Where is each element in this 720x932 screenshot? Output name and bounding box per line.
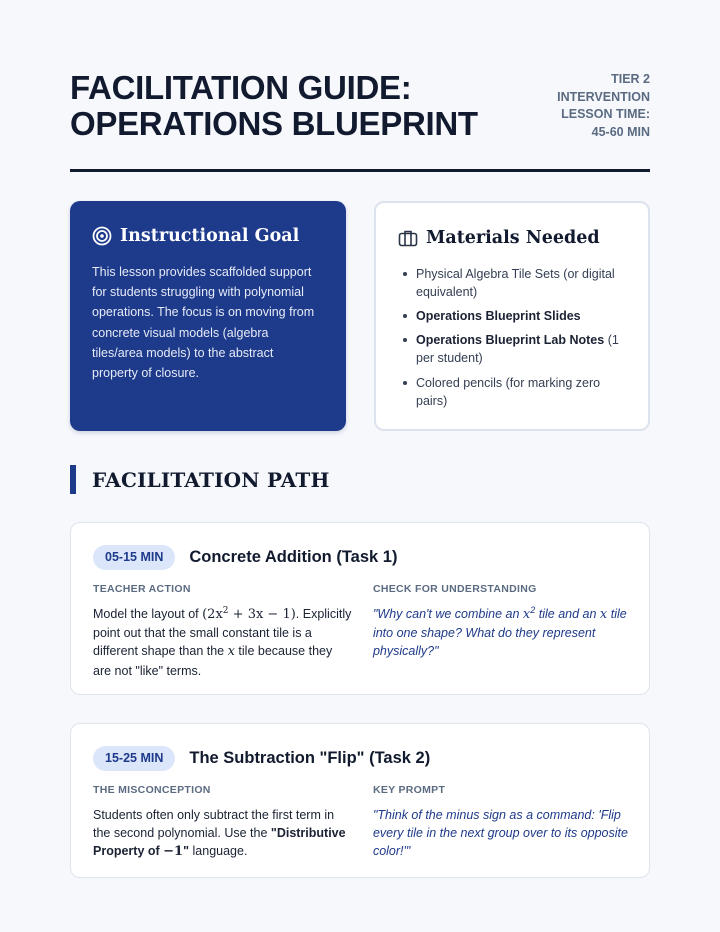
lesson-time-label: LESSON TIME: <box>561 107 650 121</box>
materials-list <box>398 265 628 410</box>
title-line-1: FACILITATION GUIDE: <box>70 69 412 106</box>
key-prompt-quote: "Think of the minus sign as a command: 'Flip every tile in the next group over to its opposite color!'" <box>372 808 628 859</box>
facilitation-path-heading <box>70 465 330 494</box>
lesson-meta <box>530 71 650 141</box>
list-item <box>416 331 628 367</box>
tier-label: TIER 2 <box>611 72 650 86</box>
list-item <box>416 374 628 410</box>
check-understanding-quote: "Why can't we combine an $x^2$ tile and an x tile into one shape? What do they represent physically?" <box>372 605 627 659</box>
materials-needed-card <box>374 201 650 431</box>
check-understanding-label: CHECK FOR UNDERSTANDING <box>372 583 537 595</box>
math-expression: $(2x^2 + 3x - 1)$ <box>202 606 296 622</box>
instructional-goal-heading: Instructional Goal <box>120 226 300 246</box>
title-line-2: OPERATIONS BLUEPRINT <box>70 105 478 142</box>
task-title: Concrete Addition (Task 1) <box>189 548 398 566</box>
list-item <box>416 307 628 325</box>
material-lab-notes: Operations Blueprint Lab Notes <box>416 333 605 348</box>
teacher-action-text: Model the layout of $(2x^2 + 3x - 1)$. Explicitly point out that the small constant tile is a different shape than the x tile because they are not "like" terms. <box>93 606 352 678</box>
key-prompt-label: KEY PROMPT <box>372 784 446 796</box>
page-title <box>70 70 490 142</box>
instructional-goal-card <box>70 201 346 431</box>
time-badge: 05-15 MIN <box>93 545 175 570</box>
task-title: The Subtraction "Flip" (Task 2) <box>189 749 431 767</box>
task-card-1 <box>70 522 650 695</box>
lesson-time-value: 45-60 MIN <box>591 124 650 139</box>
section-title: FACILITATION PATH <box>92 467 330 492</box>
task-card-2 <box>70 723 650 878</box>
target-icon <box>92 226 112 246</box>
briefcase-icon <box>398 228 418 248</box>
materials-needed-heading: Materials Needed <box>426 228 600 248</box>
instructional-goal-text: This lesson provides scaffolded support for students struggling with polynomial operations. The focus is on moving from concrete visual models (algebra tiles/area models) to the abstract property of closure. <box>92 265 315 381</box>
header-divider <box>70 169 650 172</box>
time-badge: 15-25 MIN <box>93 746 175 771</box>
intervention-label: INTERVENTION <box>557 89 650 104</box>
material-slides: Operations Blueprint Slides <box>416 309 581 324</box>
material-lab-notes-qty: (1 per student) <box>416 333 619 366</box>
material-colored-pencils: Colored pencils (for marking zero pairs) <box>416 375 601 408</box>
teacher-action-label: TEACHER ACTION <box>93 583 191 595</box>
section-accent-bar <box>70 465 76 494</box>
misconception-text: Students often only subtract the first term in the second polynomial. Use the "Distributive Property of −1" language. <box>93 808 346 860</box>
page-header <box>70 70 650 172</box>
misconception-label: THE MISCONCEPTION <box>93 784 211 796</box>
material-algebra-tiles: Physical Algebra Tile Sets (or digital equivalent) <box>416 267 615 299</box>
list-item <box>416 265 628 301</box>
